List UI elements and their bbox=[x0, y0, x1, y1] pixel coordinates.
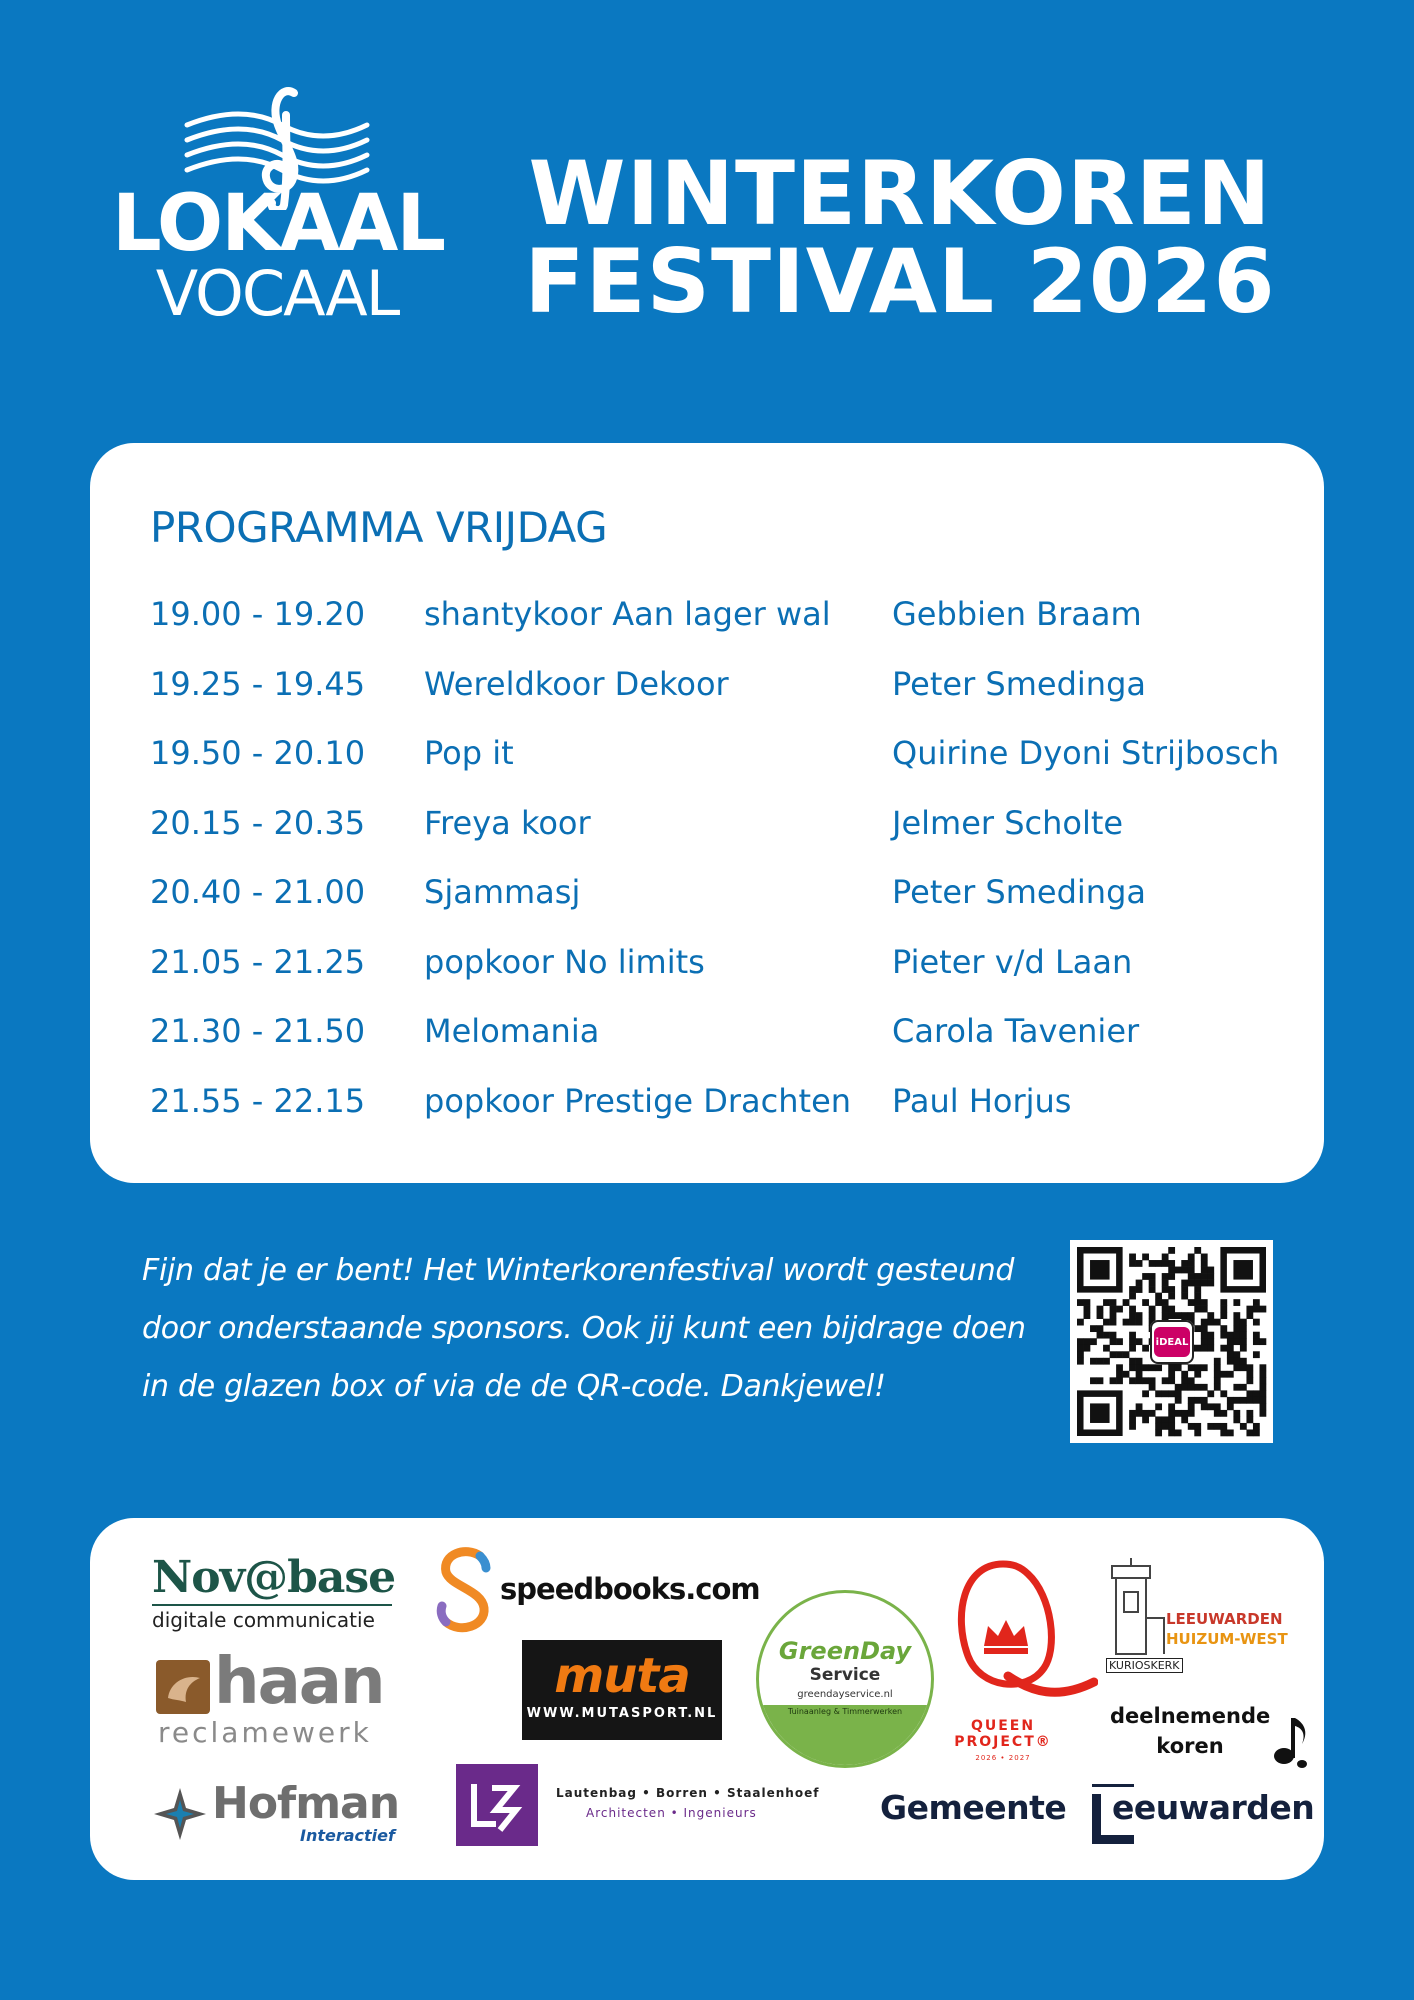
sponsor-greenday-logo bbox=[756, 1590, 934, 1768]
gemeente-word: Gemeente bbox=[880, 1788, 1067, 1827]
qr-code[interactable] bbox=[1070, 1240, 1273, 1443]
greenday-tag: Tuinaanleg & Timmerwerken bbox=[787, 1707, 903, 1716]
muta-name: muta bbox=[554, 1648, 690, 1704]
sponsor-haan-logo bbox=[156, 1645, 416, 1749]
row-choir: popkoor No limits bbox=[424, 943, 705, 981]
gemeente-city: eeuwarden bbox=[1112, 1788, 1315, 1827]
row-director: Paul Horjus bbox=[892, 1082, 1072, 1120]
row-time: 19.25 - 19.45 bbox=[150, 665, 366, 703]
note-line: door onderstaande sponsors. Ook jij kunt een bijdrage doen bbox=[142, 1311, 1026, 1346]
logo-word-lokaal: LOKAAL bbox=[112, 179, 445, 269]
deelnemende-koren-label bbox=[1110, 1704, 1310, 1774]
sponsor-kurioskerk-logo bbox=[1106, 1558, 1296, 1678]
row-choir: popkoor Prestige Drachten bbox=[424, 1082, 852, 1120]
lokaal-vocaal-logo bbox=[112, 85, 445, 335]
row-director: Jelmer Scholte bbox=[892, 804, 1124, 842]
row-time: 21.30 - 21.50 bbox=[150, 1012, 366, 1050]
hofman-sub: Interactief bbox=[300, 1826, 395, 1845]
program-row bbox=[150, 665, 1310, 715]
program-row bbox=[150, 873, 1310, 923]
program-row bbox=[150, 595, 1310, 645]
program-row bbox=[150, 734, 1310, 784]
sponsor-queen-project-logo bbox=[948, 1556, 1098, 1766]
sponsor-card bbox=[90, 1518, 1324, 1880]
sponsor-note bbox=[142, 1242, 1042, 1416]
greenday-url: greendayservice.nl bbox=[797, 1689, 893, 1700]
row-director: Peter Smedinga bbox=[892, 873, 1146, 911]
haan-name: haan bbox=[214, 1645, 384, 1719]
row-choir: Wereldkoor Dekoor bbox=[424, 665, 729, 703]
row-choir: Melomania bbox=[424, 1012, 600, 1050]
row-choir: Freya koor bbox=[424, 804, 591, 842]
row-time: 20.40 - 21.00 bbox=[150, 873, 366, 911]
title-line-2: FESTIVAL 2026 bbox=[524, 230, 1276, 333]
novabase-sub: digitale communicatie bbox=[152, 1604, 392, 1632]
ideal-icon bbox=[1150, 1320, 1194, 1364]
lbs-mark-icon bbox=[456, 1764, 538, 1846]
row-choir: shantykoor Aan lager wal bbox=[424, 595, 831, 633]
kerk-name: KURIOSKERK bbox=[1106, 1658, 1183, 1673]
queen-text: QUEEN PROJECT® bbox=[954, 1718, 1052, 1750]
sponsor-lbs-logo bbox=[456, 1764, 820, 1848]
program-row bbox=[150, 943, 1310, 993]
note-line: Fijn dat je er bent! Het Winterkorenfestival wordt gesteund bbox=[142, 1253, 1015, 1288]
queen-year: 2026 • 2027 bbox=[975, 1754, 1031, 1762]
sponsor-muta-logo bbox=[522, 1640, 722, 1740]
haan-sub: reclamewerk bbox=[158, 1716, 372, 1749]
sponsor-novabase-logo bbox=[152, 1552, 396, 1632]
sponsor-hofman-logo bbox=[152, 1780, 412, 1850]
greenday-service: Service bbox=[809, 1665, 881, 1685]
greenday-name: GreenDay bbox=[778, 1637, 912, 1665]
novabase-name: Nov@base bbox=[152, 1552, 396, 1603]
program-row bbox=[150, 1012, 1310, 1062]
row-director: Quirine Dyoni Strijbosch bbox=[892, 734, 1280, 772]
music-note-icon bbox=[1272, 1712, 1314, 1772]
program-row bbox=[150, 804, 1310, 854]
row-director: Peter Smedinga bbox=[892, 665, 1146, 703]
row-choir: Sjammasj bbox=[424, 873, 581, 911]
lbs-line1: Lautenbag • Borren • Staalenhoef bbox=[556, 1786, 820, 1800]
speedbooks-s-icon bbox=[436, 1546, 496, 1634]
row-director: Gebbien Braam bbox=[892, 595, 1142, 633]
kerk-line2: HUIZUM-WEST bbox=[1166, 1630, 1288, 1648]
muta-url: WWW.MUTASPORT.NL bbox=[526, 1706, 718, 1721]
sponsor-speedbooks-logo bbox=[436, 1546, 760, 1636]
queen-q-crown-icon bbox=[948, 1556, 1098, 1716]
row-time: 21.05 - 21.25 bbox=[150, 943, 366, 981]
row-director: Pieter v/d Laan bbox=[892, 943, 1133, 981]
koren-line2: koren bbox=[1156, 1734, 1224, 1758]
program-row bbox=[150, 1082, 1310, 1132]
row-time: 20.15 - 20.35 bbox=[150, 804, 366, 842]
hofman-star-icon bbox=[152, 1786, 208, 1842]
speedbooks-name: speedbooks.com bbox=[500, 1572, 760, 1606]
row-time: 21.55 - 22.15 bbox=[150, 1082, 366, 1120]
sponsor-gemeente-leeuwarden-logo bbox=[880, 1780, 1315, 1850]
ideal-badge-label: iDEAL bbox=[1154, 1327, 1190, 1357]
program-title: PROGRAMMA VRIJDAG bbox=[150, 503, 608, 552]
festival-title bbox=[500, 142, 1300, 333]
row-time: 19.00 - 19.20 bbox=[150, 595, 366, 633]
hofman-name: Hofman bbox=[212, 1778, 400, 1829]
row-director: Carola Tavenier bbox=[892, 1012, 1140, 1050]
logo-word-vocaal: VOCAAL bbox=[155, 257, 399, 330]
row-time: 19.50 - 20.10 bbox=[150, 734, 366, 772]
koren-line1: deelnemende bbox=[1110, 1704, 1271, 1728]
program-card bbox=[90, 443, 1324, 1183]
title-line-1: WINTERKOREN bbox=[528, 142, 1272, 245]
haan-mark-icon bbox=[156, 1660, 210, 1714]
kerk-line1: LEEUWARDEN bbox=[1166, 1610, 1283, 1628]
row-choir: Pop it bbox=[424, 734, 514, 772]
note-line: in de glazen box of via de de QR-code. Dankjewel! bbox=[142, 1369, 886, 1404]
lbs-line2: Architecten • Ingenieurs bbox=[586, 1806, 757, 1820]
